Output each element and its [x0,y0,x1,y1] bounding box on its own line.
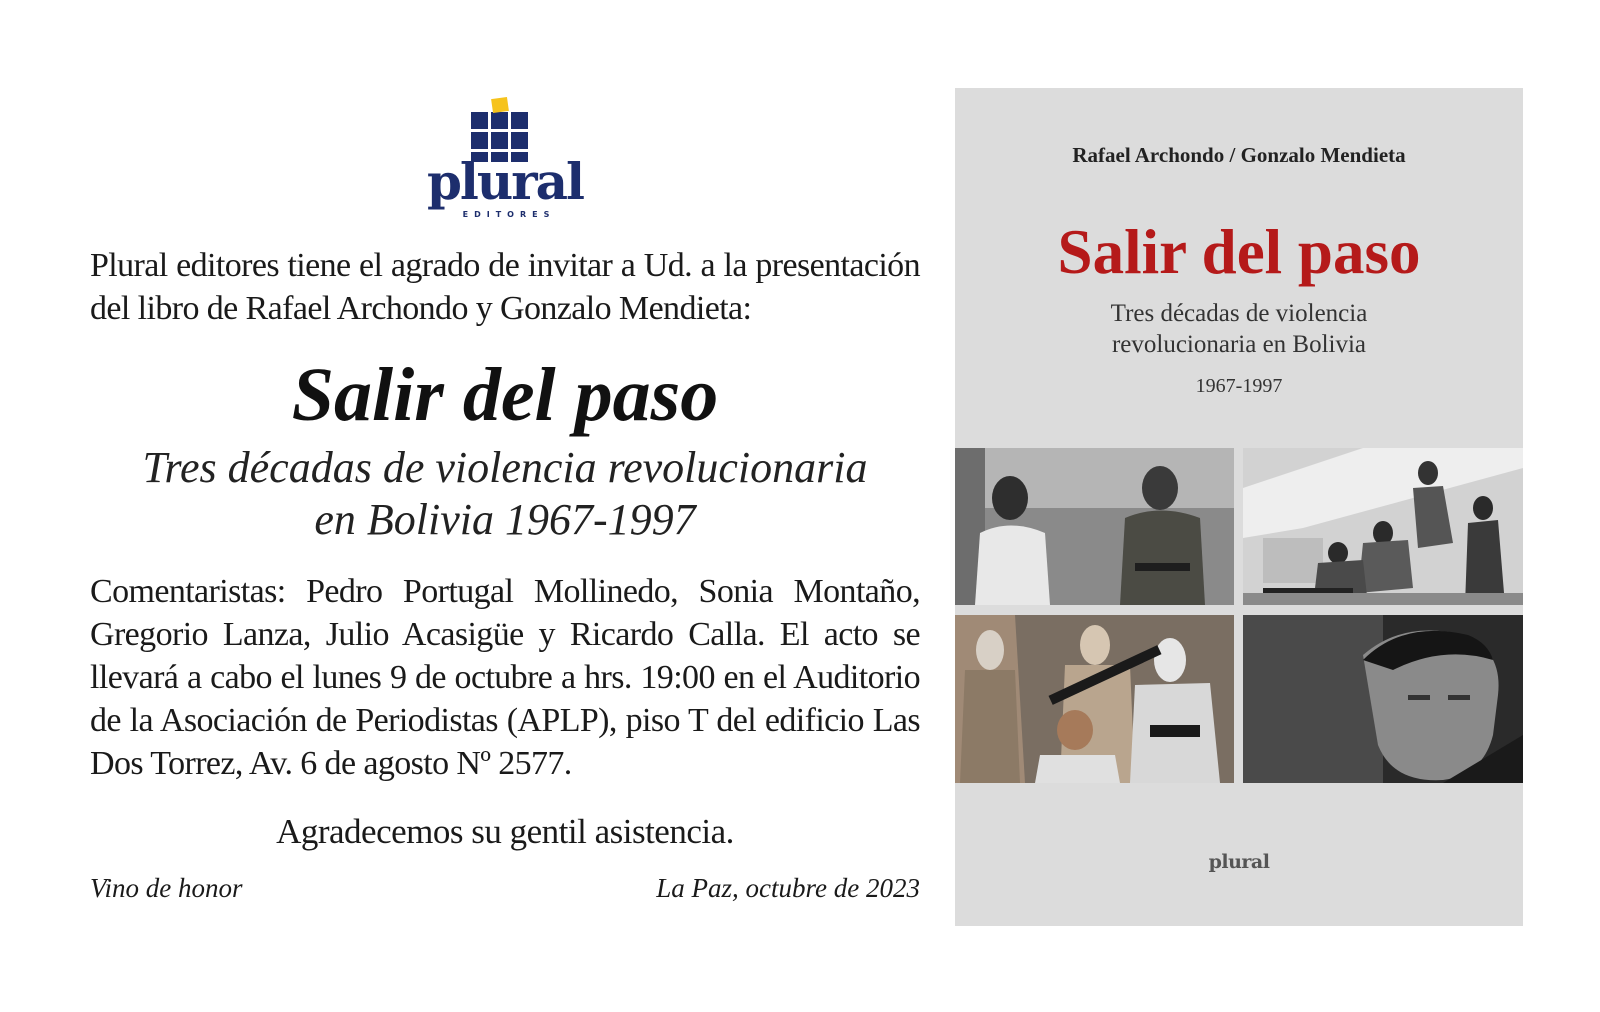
book-cover [955,88,1523,926]
cover-years: 1967-1997 [1195,375,1283,397]
book-title: Salir del paso [291,353,719,437]
logo-subtitle: EDITORES [462,210,556,219]
cover-photo-portrait [1243,615,1523,783]
cover-publisher-logo: plural [1208,851,1270,873]
book-subtitle-line1: Tres décadas de violencia revolucionaria [142,443,868,492]
cover-title: Salir del paso [1057,217,1421,287]
footer-place-date: La Paz, octubre de 2023 [656,873,920,903]
footer-left-note: Vino de honor [90,873,243,903]
invitation-panel [90,0,920,1012]
intro-text: Plural editores tiene el agrado de invitar a Ud. a la presentación del libro de Rafael Archondo y Gonzalo Mendieta: [90,247,920,327]
plural-logo [415,92,595,222]
cover-subtitle-line2: revolucionaria en Bolivia [1111,331,1367,358]
cover-authors: Rafael Archondo / Gonzalo Mendieta [1072,143,1406,167]
thanks-text: Agradecemos su gentil asistencia. [276,812,734,851]
cover-photo-hooded-militants [955,615,1234,783]
cover-subtitle-line1: Tres décadas de violencia [1110,300,1368,327]
logo-wordmark: plural [426,152,584,211]
cover-photo-two-men [955,448,1234,605]
cover-photo-soldiers [1243,448,1523,605]
event-details: Comentaristas: Pedro Portugal Mollinedo, Sonia Montaño, Gregorio Lanza, Julio Acasigüe y Ricardo Calla. El acto se llevará a cabo el lunes 9 de octubre a hrs. 19:00 en el Auditorio de la Asociación de Periodistas (APLP), piso T del edificio Las Dos Torrez, Av. 6 de agosto Nº 2577. [90,573,920,782]
book-subtitle-line2: en Bolivia 1967-1997 [314,495,696,544]
cover-subtitle [955,298,1523,360]
book-subtitle [90,442,920,546]
